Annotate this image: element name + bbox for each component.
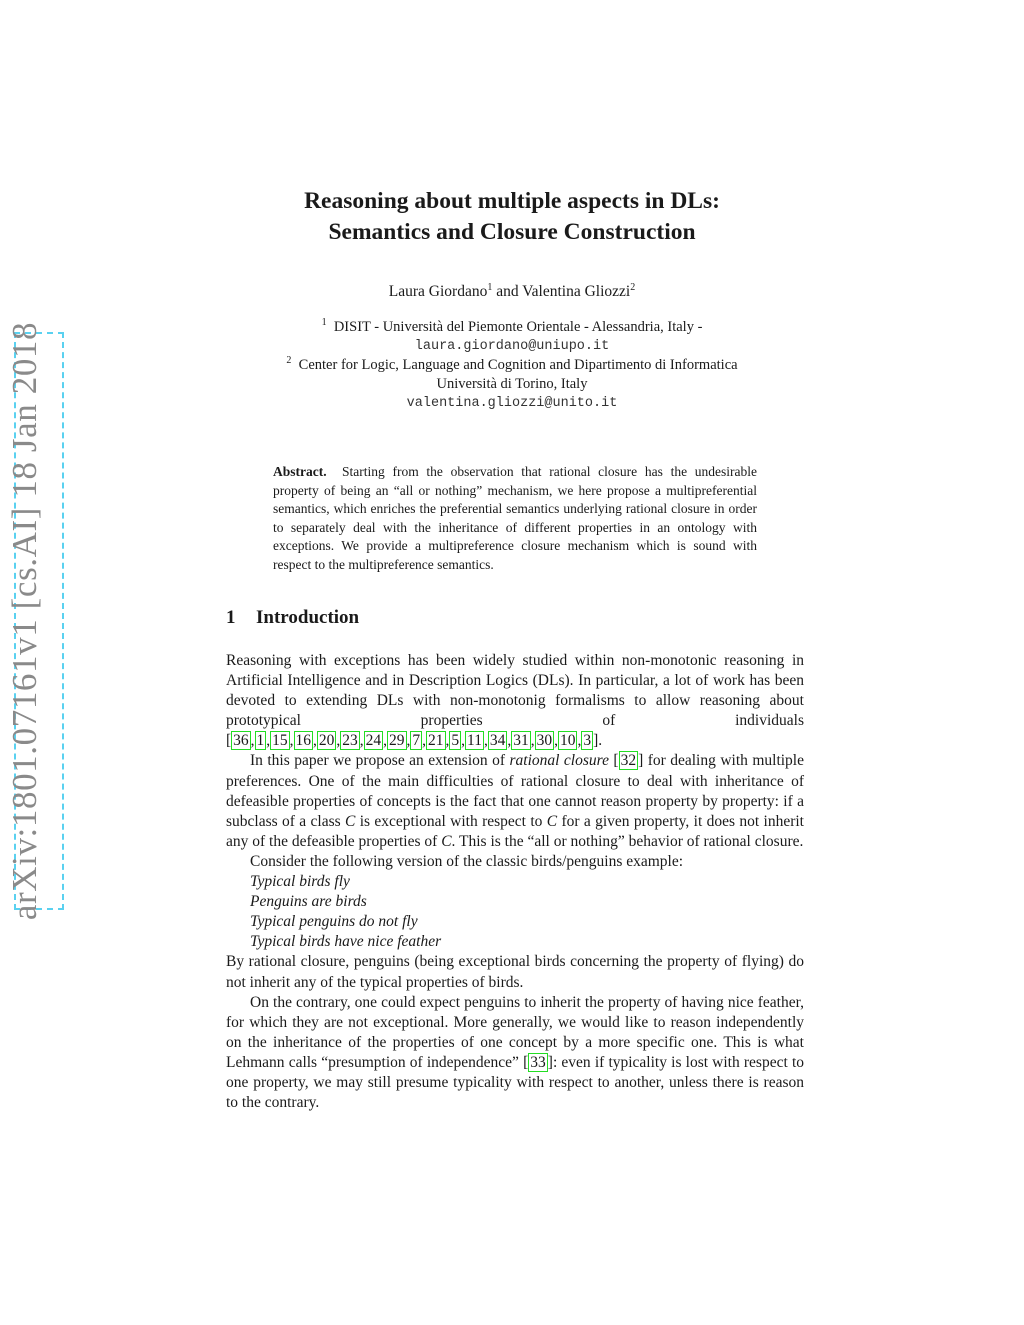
citation-link[interactable]: 7 xyxy=(412,732,421,750)
citation-link[interactable]: 11 xyxy=(467,732,482,750)
aff2-line1: Center for Logic, Language and Cognition and Dipartimento di Informatica xyxy=(298,357,738,373)
authors xyxy=(0,283,1024,301)
author-sep: and xyxy=(492,283,523,300)
citation-link[interactable]: 29 xyxy=(389,732,405,750)
citation-link[interactable]: 10 xyxy=(559,732,576,750)
citation-link[interactable]: 33 xyxy=(530,1053,546,1071)
rational-closure-term: rational closure xyxy=(509,752,609,770)
author-1-sup: 1 xyxy=(487,282,493,293)
citation-link[interactable]: 15 xyxy=(272,732,288,750)
citation-link[interactable]: 34 xyxy=(489,732,506,750)
citation-link[interactable]: 21 xyxy=(428,732,444,750)
citation-link[interactable]: 30 xyxy=(536,732,553,750)
abstract xyxy=(273,463,757,574)
citation-link[interactable]: 20 xyxy=(318,732,335,750)
paragraph-4: By rational closure, penguins (being exceptional birds concerning the property of flying) do not inherit any of the typical properties of birds. xyxy=(226,953,804,991)
abstract-text: Starting from the observation that rational closure has the undesirable property of being an “all or nothing” mechanism, we here propose a multipreferential semantics, which enriches the preferential semantics underlying rational closure in order to separately deal with the inheritance of different properties in an ontology with exceptions. We provide a multipreference closure mechanism which is sound with respect to the multipreference semantics. xyxy=(273,464,757,572)
abstract-label: Abstract. xyxy=(273,464,327,479)
body-text xyxy=(226,651,804,1113)
aff1-text: DISIT - Università del Piemonte Orientale - Alessandria, Italy - xyxy=(333,319,703,335)
title-line-1: Reasoning about multiple aspects in DLs: xyxy=(304,188,720,214)
citation-link[interactable]: 1 xyxy=(256,732,265,750)
citation-link[interactable]: 31 xyxy=(513,732,529,750)
paper-title xyxy=(0,186,1024,248)
aff1-email[interactable]: laura.giordano@uniupo.it xyxy=(414,339,610,354)
paragraph-2: In this paper we propose an extension of rational closure [ 32 ] for dealing with multiple preferences. One of the main difficulties of rational closure to deal with inheritance of defeasible properties of concepts is the fact that one cannot reason property by property: if a subclass of a class C is exceptional with respect to C for a given property, it does not inherit any of the defeasible properties of C. This is the “all or nothing” behavior of rational closure. xyxy=(226,752,804,850)
citation-link[interactable]: 5 xyxy=(451,732,460,750)
aff2-email[interactable]: valentina.gliozzi@unito.it xyxy=(406,396,618,411)
affiliations xyxy=(0,318,1024,413)
paragraph-5: On the contrary, one could expect penguins to inherit the property of having nice feather, for which they are not exceptional. More generally, we would like to reason independently on the inheritance of the properties of one concept by a more specific one. This is what Lehmann calls “presumption of independence” [ 33 ]: even if typicality is lost with respect to one property, we may still presume typicality with respect to another, unless there is reason to the contrary. xyxy=(226,993,804,1112)
section-number: 1 xyxy=(226,607,236,628)
citation-link[interactable]: 32 xyxy=(620,752,637,770)
aff2-sup: 2 xyxy=(286,355,292,366)
citation-link[interactable]: 24 xyxy=(365,732,382,750)
citation-link[interactable]: 16 xyxy=(295,732,312,750)
citation-group: [ 36 , 1 , 15 , 16 , 20 , 23 , 24 , 29 , 7 , 21 , 5 , 11 , 34 , 31 , 30 , 10 , 3 ]. xyxy=(226,732,603,750)
example-item: Penguins are birds xyxy=(250,893,367,911)
author-2-sup: 2 xyxy=(630,282,636,293)
author-1: Laura Giordano xyxy=(388,283,488,300)
arxiv-stamp: arXiv:1801.07161v1 [cs.AI] 18 Jan 2018 xyxy=(5,321,44,921)
example-item: Typical penguins do not fly xyxy=(250,913,418,931)
citation-link[interactable]: 36 xyxy=(233,732,249,750)
paragraph-1: Reasoning with exceptions has been widely studied within non-monotonic reasoning in Artificial Intelligence and in Description Logics (DLs). In particular, a lot of work has been devoted to extending DLs with non-monotonig formalisms to allow reasoning about prototypical properties of individuals [ 36 , 1 , 15 , 16 , 20 , 23 , 24 , 29 , 7 , 21 , 5 , 11 , 34 , 31 , 30 , 10 , 3 ]. xyxy=(226,652,804,750)
aff2-line2: Università di Torino, Italy xyxy=(436,376,588,392)
citation-link[interactable]: 23 xyxy=(342,732,358,750)
section-title: Introduction xyxy=(256,607,360,628)
example-item: Typical birds fly xyxy=(250,873,350,891)
aff1-sup: 1 xyxy=(321,317,327,328)
section-heading xyxy=(226,607,359,629)
example-item: Typical birds have nice feather xyxy=(250,933,442,951)
paragraph-3: Consider the following version of the classic birds/penguins example: xyxy=(250,852,684,870)
title-line-2: Semantics and Closure Construction xyxy=(328,219,696,245)
author-2: Valentina Gliozzi xyxy=(522,283,631,300)
citation-link[interactable]: 3 xyxy=(583,732,592,750)
